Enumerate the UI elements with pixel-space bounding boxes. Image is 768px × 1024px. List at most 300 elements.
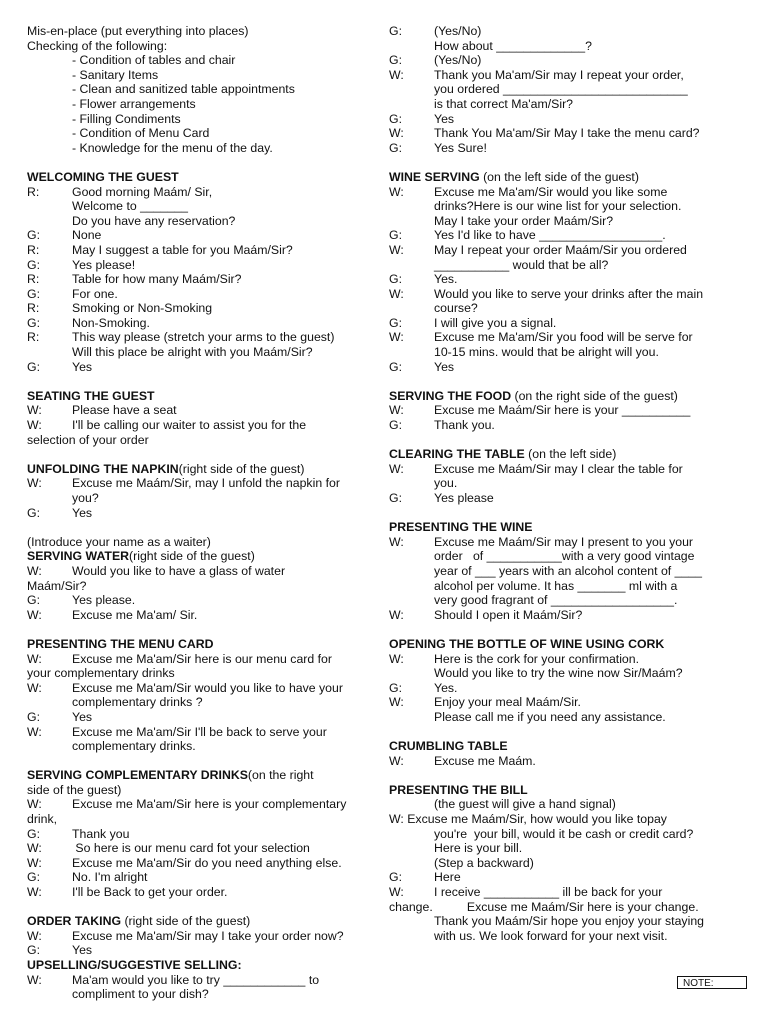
dialogue-continuation: side of the guest) (27, 782, 122, 797)
heading-text: SERVING THE FOOD (389, 388, 512, 403)
dialogue-text: Here is the cork for your confirmation. (434, 651, 640, 666)
speaker-label: W: (389, 695, 404, 710)
speaker-label (389, 549, 434, 564)
dialogue-line (27, 593, 379, 608)
speaker-label (389, 797, 434, 812)
speaker-label: R: (27, 301, 40, 316)
speaker-label: W: (27, 418, 42, 433)
dialogue-line (389, 185, 751, 200)
dialogue-text: Non-Smoking. (72, 315, 150, 330)
dialogue-text: you're your bill, would it be cash or credit card? (434, 826, 694, 841)
dialogue-line (389, 360, 751, 375)
dialogue-text: you. (434, 476, 458, 491)
dialogue-line (27, 360, 379, 375)
speaker-label: W: (27, 476, 42, 491)
presenting-the-menu-card-section (27, 637, 379, 754)
dialogue-line (389, 287, 751, 302)
speaker-label: W: (389, 242, 404, 257)
speaker-label (27, 739, 72, 754)
speaker-label: G: (389, 870, 402, 885)
heading-text: SEATING THE GUEST (27, 388, 155, 403)
dialogue-text: Excuse me Ma'am/Sir would you like some (434, 184, 668, 199)
dialogue-line (389, 316, 751, 331)
dialogue-text: Excuse me Maám/Sir may I clear the table for (434, 461, 683, 476)
dialogue-line (389, 797, 751, 812)
dialogue-text: (Yes/No) (434, 53, 482, 68)
unfolding-the-napkin-section (27, 462, 379, 520)
dialogue-continuation: change. Excuse me Maám/Sir here is your change. (389, 899, 699, 914)
checklist-item: - Filling Condiments (72, 111, 181, 126)
dialogue-continuation: selection of your order (27, 432, 149, 447)
presenting-the-wine-section (389, 520, 751, 622)
speaker-label: G: (389, 491, 402, 505)
dialogue-line (27, 301, 379, 316)
speaker-label: G: (389, 359, 402, 374)
dialogue-text: Thank you. (434, 418, 495, 433)
speaker-label (389, 476, 434, 491)
dialogue-text: Yes (72, 505, 93, 520)
dialogue-line (389, 491, 751, 506)
dialogue-text: you ordered ___________________________ (434, 82, 688, 97)
opening-the-bottle-of-wine-using-cork-section (389, 637, 751, 725)
dialogue-line (389, 608, 751, 623)
dialogue-text: is that correct Ma'am/Sir? (434, 96, 574, 111)
dialogue-text: Excuse me Ma'am/Sir here is your complementary (72, 797, 347, 812)
dialogue-line (27, 287, 379, 302)
speaker-label: W: (27, 651, 42, 666)
dialogue-text: drinks?Here is our wine list for your selection. (434, 199, 682, 214)
speaker-label: W: (27, 855, 42, 870)
dialogue-continuation: W: Excuse me Maám/Sir, how would you like topay (389, 812, 667, 827)
dialogue-text: Yes (72, 709, 93, 724)
speaker-label: G: (389, 140, 402, 155)
dialogue-line (27, 856, 379, 871)
dialogue-text: Do you have any reservation? (72, 213, 236, 228)
speaker-label (389, 710, 434, 725)
dialogue-text: order of ___________with a very good vintage (434, 549, 695, 564)
dialogue-line (389, 841, 751, 856)
dialogue-line (27, 258, 379, 273)
dialogue-text: Yes I'd like to have __________________. (434, 228, 666, 243)
speaker-label: W: (27, 972, 42, 987)
dialogue-line (27, 885, 379, 900)
dialogue-line (27, 330, 379, 345)
speaker-label (389, 214, 434, 229)
dialogue-text: Table for how many Maám/Sir? (72, 272, 242, 287)
clearing-the-table-section (389, 447, 751, 505)
dialogue-line (27, 199, 379, 214)
speaker-label (27, 345, 72, 360)
dialogue-line (389, 39, 751, 54)
dialogue-line (27, 827, 379, 842)
dialogue-line (389, 243, 751, 258)
speaker-label: G: (27, 870, 40, 885)
speaker-label: G: (389, 24, 402, 38)
dialogue-text: May I take your order Maám/Sir? (434, 213, 614, 228)
dialogue-text: Excuse me Ma'am/Sir do you need anything else. (72, 855, 342, 870)
dialogue-line (27, 564, 379, 579)
heading-text: SERVING COMPLEMENTARY DRINKS (27, 768, 248, 783)
dialogue-line (389, 418, 751, 433)
speaker-label: G: (27, 228, 40, 243)
dialogue-text: May I suggest a table for you Maám/Sir? (72, 242, 293, 257)
dialogue-text: Yes. (434, 272, 458, 287)
speaker-label (389, 258, 434, 273)
dialogue-line (27, 943, 379, 958)
dialogue-text: Enjoy your meal Maám/Sir. (434, 695, 581, 710)
dialogue-line (389, 754, 751, 769)
serving-the-food-section (389, 389, 751, 433)
speaker-label: W: (27, 563, 42, 578)
speaker-label: W: (389, 534, 404, 549)
heading-text: PRESENTING THE BILL (389, 782, 528, 797)
dialogue-line (389, 272, 751, 287)
speaker-label: R: (27, 184, 40, 199)
dialogue-continuation: drink, (27, 812, 58, 827)
dialogue-text: Excuse me Ma'am/Sir you food will be serve for (434, 330, 693, 345)
dialogue-line (27, 681, 379, 696)
dialogue-line (389, 228, 751, 243)
right-sections (389, 24, 751, 943)
section-heading (27, 170, 379, 185)
dialogue-text: with us. We look forward for your next visit. (434, 928, 668, 943)
speaker-label: W: (389, 67, 404, 82)
dialogue-text: (Yes/No) (434, 24, 482, 38)
dialogue-text: For one. (72, 286, 118, 301)
checklist-item: - Condition of Menu Card (72, 126, 210, 141)
dialogue-text: complementary drinks ? (72, 695, 203, 710)
dialogue-text: Excuse me Maám/Sir may I present to you your (434, 534, 694, 549)
dialogue-line (27, 929, 379, 944)
speaker-label (389, 301, 434, 316)
dialogue-continuation: Maám/Sir? (27, 578, 87, 593)
speaker-label: W: (389, 126, 404, 141)
dialogue-text: Excuse me Ma'am/Sir I'll be back to serve your (72, 724, 327, 739)
welcoming-the-guest-section (27, 170, 379, 374)
dialogue-text: Excuse me Ma'am/ Sir. (72, 607, 198, 622)
section-heading (389, 739, 751, 754)
dialogue-line (389, 97, 751, 112)
section-heading (27, 768, 379, 783)
dialogue-text: Thank you Ma'am/Sir may I repeat your order, (434, 67, 684, 82)
speaker-label: W: (389, 651, 404, 666)
speaker-label: G: (27, 505, 40, 520)
speaker-label: G: (27, 709, 40, 724)
dialogue-line (389, 403, 751, 418)
right-column (389, 24, 751, 958)
dialogue-line (27, 652, 379, 667)
dialogue-text: course? (434, 301, 478, 316)
checking-subtitle: Checking of the following: (27, 38, 168, 53)
speaker-label: R: (27, 242, 40, 257)
dialogue-line (389, 214, 751, 229)
dialogue-line (27, 739, 379, 754)
speaker-label: R: (27, 330, 40, 345)
wine-serving-section (389, 170, 751, 374)
dialogue-line (389, 564, 751, 579)
speaker-label: W: (27, 680, 42, 695)
dialogue-text: Should I open it Maám/Sir? (434, 607, 583, 622)
speaker-label: W: (389, 286, 404, 301)
speaker-label (389, 841, 434, 856)
heading-note: (on the right (247, 768, 314, 783)
speaker-label: W: (389, 461, 404, 476)
speaker-label: W: (389, 753, 404, 768)
speaker-label (389, 345, 434, 360)
dialogue-line (389, 24, 751, 39)
dialogue-line (27, 345, 379, 360)
dialogue-line (389, 53, 751, 68)
speaker-label (389, 593, 434, 608)
speaker-label: W: (389, 607, 404, 622)
dialogue-text: Here (434, 870, 461, 885)
speaker-label: G: (27, 943, 40, 958)
dialogue-text: Excuse me Ma'am/Sir here is our menu card for (72, 651, 332, 666)
dialogue-text: Excuse me Maám. (434, 753, 536, 768)
dialogue-line (27, 841, 379, 856)
checklist-item: - Flower arrangements (72, 96, 196, 111)
dialogue-text: Yes (72, 359, 93, 374)
dialogue-text: This way please (stretch your arms to the guest) (72, 330, 335, 345)
dialogue-line (389, 914, 751, 929)
section-heading (389, 520, 751, 535)
heading-note: (on the right side of the guest) (511, 388, 678, 403)
dialogue-line (27, 316, 379, 331)
speaker-label (389, 564, 434, 579)
heading-note: (on the left side of the guest) (479, 169, 639, 184)
speaker-label: W: (27, 841, 42, 856)
dialogue-text: Ma'am would you like to try ____________ to (72, 972, 320, 987)
dialogue-text: (Step a backward) (434, 855, 534, 870)
mis-en-place-section (27, 24, 379, 155)
dialogue-line (389, 666, 751, 681)
serving-water-section (27, 535, 379, 623)
dialogue-text: Yes. (434, 680, 458, 695)
presenting-the-bill-section (389, 783, 751, 944)
section-heading (389, 447, 751, 462)
heading-note: (right side of the guest) (129, 549, 255, 564)
dialogue-text: Would you like to try the wine now Sir/Maám? (434, 666, 683, 681)
speaker-label: W: (27, 724, 42, 739)
dialogue-line (389, 301, 751, 316)
section-heading (27, 549, 379, 564)
dialogue-text: Excuse me Ma'am/Sir would you like to have your (72, 680, 343, 695)
dialogue-text: compliment to your dish? (72, 987, 209, 1002)
dialogue-text: Yes please (434, 491, 494, 505)
dialogue-line (389, 345, 751, 360)
dialogue-text: Excuse me Maám/Sir here is your __________ (434, 403, 691, 418)
checklist-item: - Condition of tables and chair (72, 53, 236, 68)
dialogue-line (389, 710, 751, 725)
speaker-label: W: (389, 885, 404, 900)
speaker-label (389, 97, 434, 112)
heading-text: SERVING WATER (27, 549, 130, 564)
section-heading (27, 637, 379, 652)
dialogue-text: So here is our menu card fot your selection (72, 841, 310, 856)
speaker-label: W: (389, 330, 404, 345)
dialogue-text: Yes please. (72, 593, 136, 608)
dialogue-line (389, 652, 751, 667)
note-box: NOTE: (677, 976, 747, 989)
dialogue-line (27, 725, 379, 740)
heading-text: WELCOMING THE GUEST (27, 169, 179, 184)
speaker-label (27, 214, 72, 229)
dialogue-line (389, 856, 751, 871)
dialogue-text: year of ___ years with an alcohol content of ____ (434, 563, 702, 578)
speaker-label: G: (27, 593, 40, 608)
dialogue-line (27, 987, 379, 1002)
dialogue-line (389, 870, 751, 885)
heading-text: UPSELLING/SUGGESTIVE SELLING: (27, 958, 242, 972)
dialogue-text: Would you like to serve your drinks after the main (434, 286, 704, 301)
dialogue-line (27, 214, 379, 229)
section-heading (389, 637, 751, 652)
speaker-label: G: (389, 272, 402, 287)
dialogue-line (389, 535, 751, 550)
dialogue-text: complementary drinks. (72, 739, 196, 754)
dialogue-text: Excuse me Maám/Sir, may I unfold the napkin for (72, 476, 340, 491)
dialogue-line (27, 973, 379, 988)
heading-text: ORDER TAKING (27, 914, 122, 929)
dialogue-continuation: your complementary drinks (27, 666, 175, 681)
dialogue-text: Thank You Ma'am/Sir May I take the menu card? (434, 126, 700, 141)
heading-note: (right side of the guest) (178, 461, 305, 476)
dialogue-text: I'll be Back to get your order. (72, 885, 228, 900)
speaker-label: G: (27, 826, 40, 841)
speaker-label: G: (389, 680, 402, 695)
dialogue-line (389, 68, 751, 83)
dialogue-line (389, 462, 751, 477)
speaker-label: G: (27, 315, 40, 330)
dialogue-line (27, 476, 379, 491)
dialogue-line (389, 112, 751, 127)
dialogue-line (389, 593, 751, 608)
speaker-label: G: (27, 359, 40, 374)
dialogue-line (27, 272, 379, 287)
upselling-suggestive-selling-section (27, 958, 379, 1002)
dialogue-text: Please have a seat (72, 403, 177, 418)
section-heading (27, 914, 379, 929)
speaker-label (389, 856, 434, 871)
left-column (27, 24, 379, 1002)
heading-text: OPENING THE BOTTLE OF WINE USING CORK (389, 636, 665, 651)
speaker-label (27, 695, 72, 710)
checklist (27, 53, 379, 155)
speaker-label: W: (27, 928, 42, 943)
speaker-label (27, 491, 72, 506)
dialogue-line (27, 403, 379, 418)
dialogue-text: I'll be calling our waiter to assist you for the (72, 418, 307, 433)
heading-text: CRUMBLING TABLE (389, 739, 508, 754)
dialogue-line (27, 506, 379, 521)
dialogue-text: Welcome to _______ (72, 199, 188, 214)
dialogue-line (389, 258, 751, 273)
dialogue-text: Smoking or Non-Smoking (72, 301, 213, 316)
dialogue-text: I receive ___________ ill be back for your (434, 885, 663, 900)
speaker-label (389, 579, 434, 594)
speaker-label: R: (27, 272, 40, 287)
dialogue-line (27, 608, 379, 623)
dialogue-text: Thank you (72, 826, 130, 841)
dialogue-line (27, 243, 379, 258)
dialogue-line (389, 885, 751, 900)
section-heading (389, 389, 751, 404)
dialogue-line (27, 797, 379, 812)
heading-text: CLEARING THE TABLE (389, 447, 525, 462)
heading-note: (on the left side) (524, 447, 617, 462)
dialogue-line (389, 929, 751, 944)
dialogue-line (389, 549, 751, 564)
dialogue-line (27, 491, 379, 506)
dialogue-line (389, 126, 751, 141)
heading-text: WINE SERVING (389, 169, 480, 184)
dialogue-text: Please call me if you need any assistance. (434, 709, 666, 724)
checklist-item: - Sanitary Items (72, 67, 159, 82)
speaker-label (27, 199, 72, 214)
speaker-label: G: (389, 228, 402, 243)
dialogue-text: May I repeat your order Maám/Sir you ordered (434, 242, 687, 257)
checklist-item: - Knowledge for the menu of the day. (72, 140, 273, 155)
dialogue-line (27, 418, 379, 433)
dialogue-line (27, 870, 379, 885)
dialogue-text: Yes (72, 943, 93, 958)
dialogue-text: I will give you a signal. (434, 315, 557, 330)
speaker-label: W: (27, 885, 42, 900)
dialogue-text: ___________ would that be all? (434, 257, 609, 272)
section-heading (27, 389, 379, 404)
dialogue-line (27, 695, 379, 710)
dialogue-text: Excuse me Ma'am/Sir may I take your order now? (72, 928, 344, 943)
dialogue-line (389, 82, 751, 97)
checklist-item: - Clean and sanitized table appointments (72, 82, 295, 97)
dialogue-text: How about _____________? (434, 38, 592, 53)
continued-section (389, 24, 751, 155)
section-note: (Introduce your name as a waiter) (27, 534, 211, 549)
speaker-label: W: (27, 403, 42, 418)
dialogue-line (389, 681, 751, 696)
dialogue-text: Here is your bill. (434, 841, 523, 856)
dialogue-line (389, 579, 751, 594)
dialogue-line (27, 710, 379, 725)
speaker-label (27, 987, 72, 1002)
dialogue-text: Yes (434, 359, 455, 374)
dialogue-text: Would you like to have a glass of water (72, 563, 286, 578)
dialogue-text: Good morning Maám/ Sir, (72, 184, 213, 199)
dialogue-line (389, 476, 751, 491)
section-heading (389, 170, 751, 185)
left-sections (27, 170, 379, 1002)
dialogue-text: (the guest will give a hand signal) (434, 797, 616, 812)
speaker-label (389, 914, 434, 929)
speaker-label: W: (27, 797, 42, 812)
dialogue-text: Yes (434, 111, 455, 126)
dialogue-text: you? (72, 491, 99, 505)
dialogue-line (389, 330, 751, 345)
dialogue-text: Yes please! (72, 257, 136, 272)
speaker-label: G: (389, 418, 402, 433)
speaker-label: G: (27, 286, 40, 301)
heading-text: PRESENTING THE WINE (389, 520, 533, 535)
dialogue-text: Thank you Maám/Sir hope you enjoy your staying (434, 914, 704, 929)
speaker-label: W: (27, 607, 42, 622)
heading-text: PRESENTING THE MENU CARD (27, 636, 214, 651)
dialogue-text: No. I'm alright (72, 870, 148, 885)
order-taking-section (27, 914, 379, 958)
dialogue-line (27, 228, 379, 243)
section-heading (27, 958, 379, 973)
speaker-label: G: (27, 257, 40, 272)
heading-note: (right side of the guest) (121, 914, 251, 929)
